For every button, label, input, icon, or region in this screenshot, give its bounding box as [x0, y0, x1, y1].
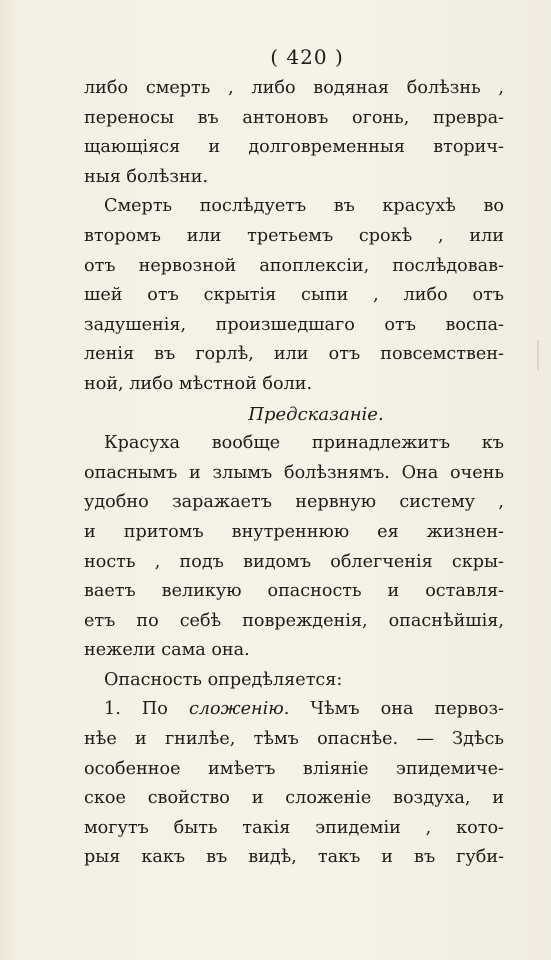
page-content — [84, 40, 504, 873]
text-line: щающіяся и долговременныя вторич- — [84, 137, 504, 158]
text-run: 1. По — [104, 699, 189, 720]
text-line — [84, 695, 504, 725]
text-line: отъ нервозной апоплексіи, послѣдовав- — [84, 255, 504, 276]
text-line: шей отъ скрытія сыпи , либо отъ — [84, 285, 504, 306]
text-line: особенное имѣетъ вліяніе эпидемиче- — [84, 758, 504, 779]
text-line: ское свойство и сложеніе воздуха, и — [84, 788, 504, 809]
text-line: Опасность опредѣляется: — [104, 669, 343, 690]
italic-term: сложенію. — [188, 699, 290, 720]
text-line: ленія въ горлѣ, или отъ повсемствен- — [84, 344, 504, 365]
text-line: Смерть послѣдуетъ въ красухѣ во — [104, 196, 504, 217]
text-line: могутъ быть такія эпидеміи , кото- — [84, 817, 504, 838]
text-run: Чѣмъ она первоз- — [289, 699, 504, 720]
text-line: Красуха вообще принадлежитъ къ — [104, 433, 504, 454]
text-line: удобно заражаетъ нервную систему , — [84, 492, 504, 513]
text-line: либо смерть , либо водяная болѣзнь , — [84, 78, 504, 98]
page-number: ( 420 ) — [270, 45, 344, 69]
text-line: рыя какъ въ видѣ, такъ и въ губи- — [84, 847, 504, 868]
text-line: опаснымъ и злымъ болѣзнямъ. Она очень — [84, 462, 504, 483]
text-line: второмъ или третьемъ срокѣ , или — [84, 225, 504, 246]
page-edge-mark — [537, 340, 539, 370]
text-line: етъ по себѣ поврежденія, опаснѣйшія, — [84, 610, 504, 631]
text-line: нѣе и гнилѣе, тѣмъ опаснѣе. — Здѣсь — [84, 729, 504, 750]
text-line: нежели сама она. — [84, 640, 250, 661]
section-heading: Предсказаніе. — [248, 403, 384, 425]
text-line: задушенія, произшедшаго отъ воспа- — [84, 314, 504, 335]
text-line: переносы въ антоновъ огонь, превра- — [84, 107, 504, 128]
text-line: ныя болѣзни. — [84, 166, 209, 187]
text-line: ваетъ великую опасность и оставля- — [84, 581, 504, 602]
text-line: ность , подъ видомъ облегченія скры- — [84, 551, 504, 572]
text-line: ной, либо мѣстной боли. — [84, 373, 313, 394]
text-line: и притомъ внутреннюю ея жизнен- — [84, 521, 504, 542]
